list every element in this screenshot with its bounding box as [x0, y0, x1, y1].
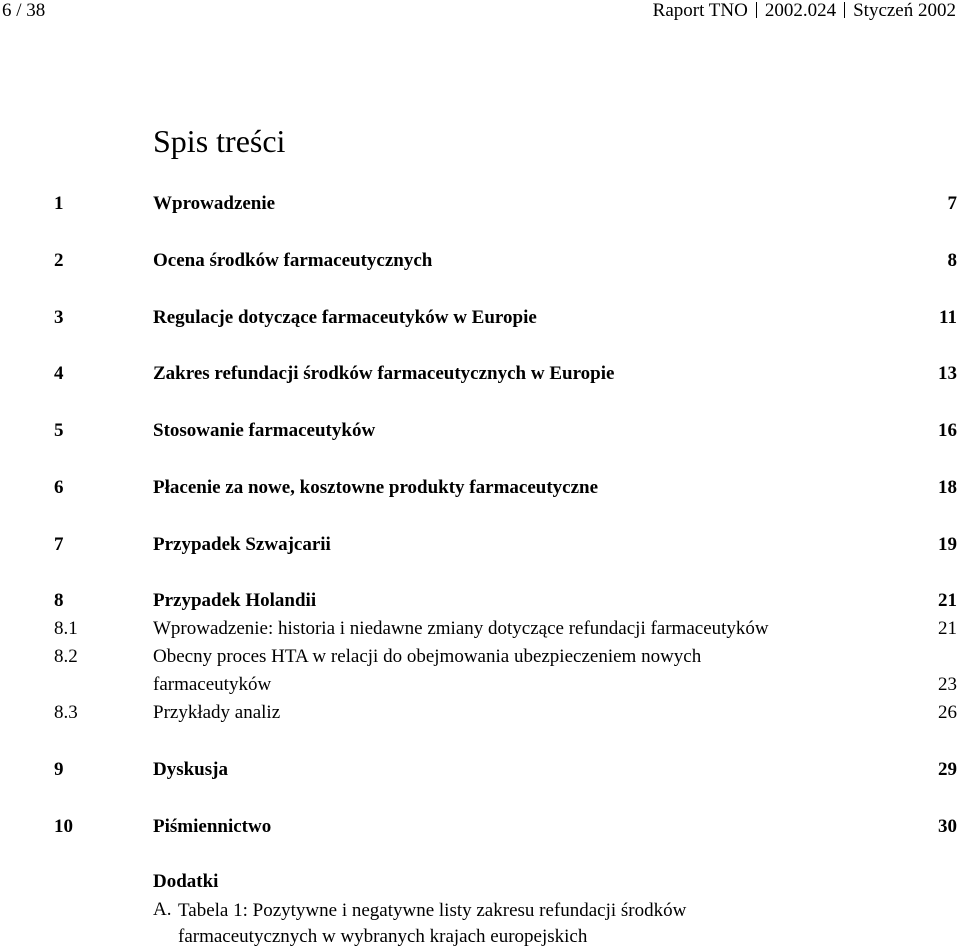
toc-chapter-title: Zakres refundacji środków farmaceutycznych w Europie — [153, 363, 615, 384]
appendix-letter: A. — [153, 899, 172, 920]
toc-chapter-number: 9 — [54, 759, 64, 780]
report-date: Styczeń 2002 — [853, 0, 956, 21]
page-number: 6 / 38 — [2, 0, 46, 21]
toc-subsection-number: 8.2 — [54, 646, 78, 667]
toc-chapter-page: 7 — [947, 193, 957, 214]
toc-subsection-title: Obecny proces HTA w relacji do obejmowania ubezpieczeniem nowych — [153, 646, 702, 667]
toc-chapter-page: 30 — [938, 816, 957, 837]
toc-chapter-page: 13 — [938, 363, 957, 384]
running-header — [653, 0, 956, 22]
header-separator — [756, 2, 757, 18]
page-title: Spis treści — [153, 123, 286, 159]
toc-subsection-title: Przykłady analiz — [153, 702, 281, 723]
toc-chapter-number: 7 — [54, 534, 64, 555]
toc-chapter-title: Ocena środków farmaceutycznych — [153, 250, 433, 271]
toc-subsection-page: 26 — [938, 702, 957, 723]
toc-chapter-page: 19 — [938, 534, 957, 555]
report-number: 2002.024 — [764, 0, 837, 21]
toc-chapter-title: Piśmiennictwo — [153, 816, 272, 837]
toc-subsection-title: Wprowadzenie: historia i niedawne zmiany dotyczące refundacji farmaceutyków — [153, 618, 769, 639]
report-name: Raport TNO — [652, 0, 748, 21]
toc-chapter-title: Regulacje dotyczące farmaceutyków w Europie — [153, 307, 537, 328]
toc-subsection-number: 8.1 — [54, 618, 78, 639]
appendix-item-line: farmaceutycznych w wybranych krajach europejskich — [178, 926, 588, 947]
toc-chapter-number: 6 — [54, 477, 64, 498]
toc-chapter-page: 11 — [939, 307, 957, 328]
toc-chapter-title: Dyskusja — [153, 759, 228, 780]
appendix-heading: Dodatki — [153, 871, 219, 892]
appendix-item-line: Tabela 1: Pozytywne i negatywne listy zakresu refundacji środków — [178, 900, 687, 921]
toc-chapter-number: 4 — [54, 363, 64, 384]
toc-chapter-number: 10 — [54, 816, 73, 837]
toc-chapter-number: 1 — [54, 193, 64, 214]
toc-subsection-page: 23 — [938, 674, 957, 695]
toc-chapter-number: 2 — [54, 250, 64, 271]
toc-chapter-number: 3 — [54, 307, 64, 328]
toc-chapter-number: 8 — [54, 590, 64, 611]
header-separator — [844, 2, 845, 18]
toc-chapter-title: Stosowanie farmaceutyków — [153, 420, 376, 441]
toc-chapter-page: 8 — [947, 250, 957, 271]
toc-chapter-title: Przypadek Szwajcarii — [153, 534, 331, 555]
toc-subsection-number: 8.3 — [54, 702, 78, 723]
toc-chapter-title: Wprowadzenie — [153, 193, 276, 214]
toc-chapter-page: 29 — [938, 759, 957, 780]
toc-chapter-title: Przypadek Holandii — [153, 590, 317, 611]
toc-chapter-page: 18 — [938, 477, 957, 498]
toc-chapter-title: Płacenie za nowe, kosztowne produkty farmaceutyczne — [153, 477, 599, 498]
toc-chapter-page: 21 — [938, 590, 957, 611]
toc-chapter-page: 16 — [938, 420, 957, 441]
toc-chapter-number: 5 — [54, 420, 64, 441]
toc-subsection-title-continued: farmaceutyków — [153, 674, 272, 695]
toc-subsection-page: 21 — [938, 618, 957, 639]
